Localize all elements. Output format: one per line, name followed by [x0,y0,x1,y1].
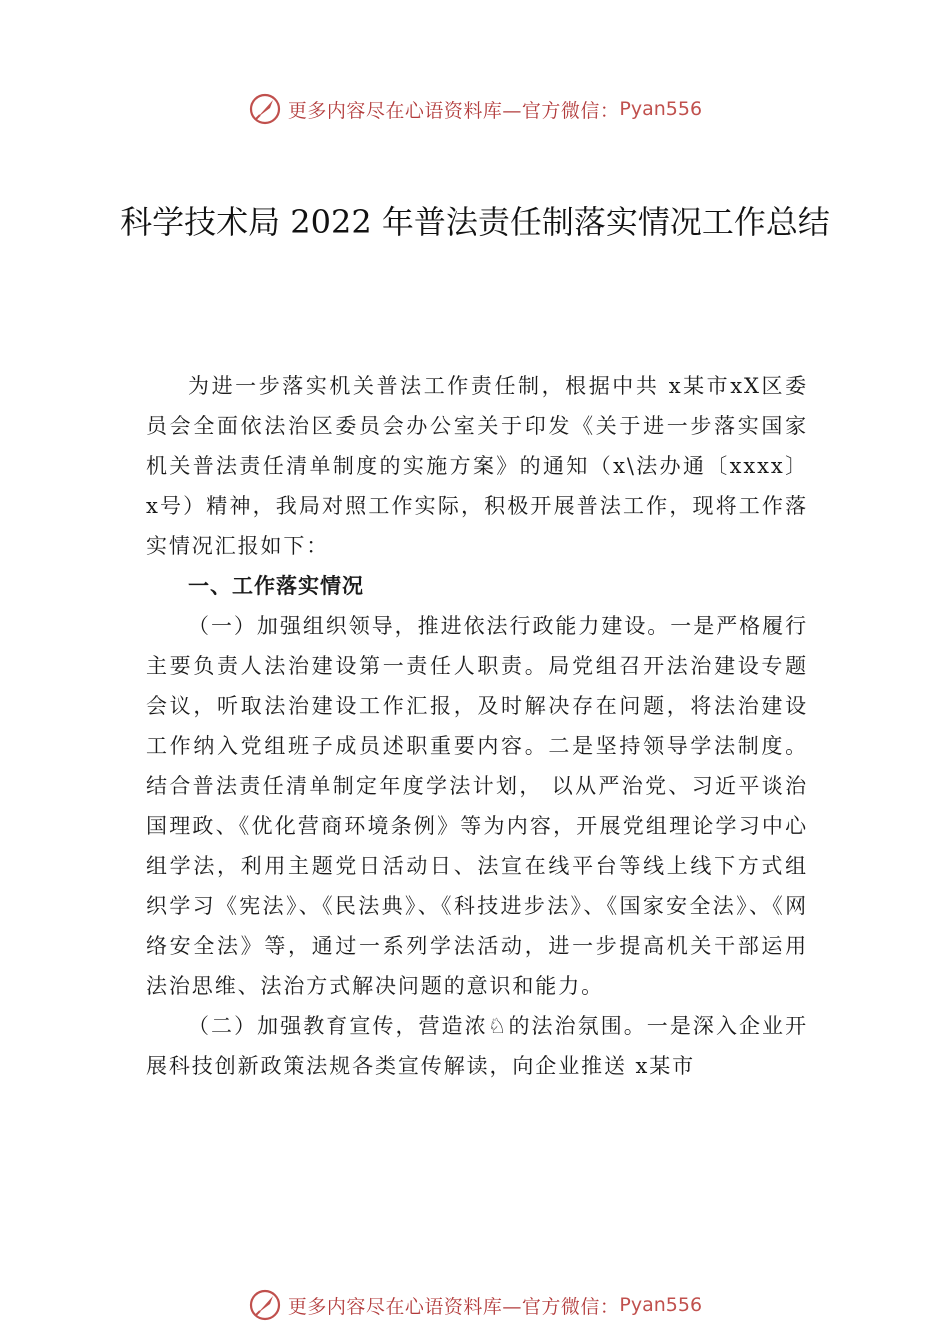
watermark-footer [0,1288,950,1322]
watermark-text: 更多内容尽在心语资料库—官方微信： [287,1295,620,1318]
document-title: 科学技术局 2022 年普法责任制落实情况工作总结 [120,203,830,241]
quill-logo-icon [248,92,282,126]
paragraph-2: （二）加强教育宣传，营造浓♘的法治氛围。一是深入企业开展科技创新政策法规各类宣传解读，向企业推送 x某市 [146,1014,808,1078]
watermark-wechat-id: Pyan556 [619,98,703,120]
document-body [146,366,808,1086]
watermark-header [0,92,950,126]
intro-paragraph: 为进一步落实机关普法工作责任制，根据中共 x某市xX区委员会全面依法治区委员会办公室关于印发《关于进一步落实国家机关普法责任清单制度的实施方案》的通知（x\法办通〔xxxx〕x号）精神，我局对照工作实际，积极开展普法工作，现将工作落实情况汇报如下： [146,374,808,558]
watermark-text: 更多内容尽在心语资料库—官方微信： [287,99,620,122]
quill-logo-icon [248,1288,282,1322]
section-heading: 一、工作落实情况 [188,574,364,598]
watermark-wechat-id: Pyan556 [619,1294,703,1316]
paragraph-1: （一）加强组织领导，推进依法行政能力建设。一是严格履行主要负责人法治建设第一责任人职责。局党组召开法治建设专题会议，听取法治建设工作汇报，及时解决存在问题，将法治建设工作纳入党组班子成员述职重要内容。二是坚持领导学法制度。结合普法责任清单制定年度学法计划， 以从严治党、习近平谈治国理政、《优化营商环境条例》等为内容，开展党组理论学习中心组学法，利用主题党日活动日、法宣在线平台等线上线下方式组织学习《宪法》、《民法典》、《科技进步法》、《国家安全法》、《网络安全法》等，通过一系列学法活动，进一步提高机关干部运用法治思维、法治方式解决问题的意识和能力。 [146,614,808,998]
